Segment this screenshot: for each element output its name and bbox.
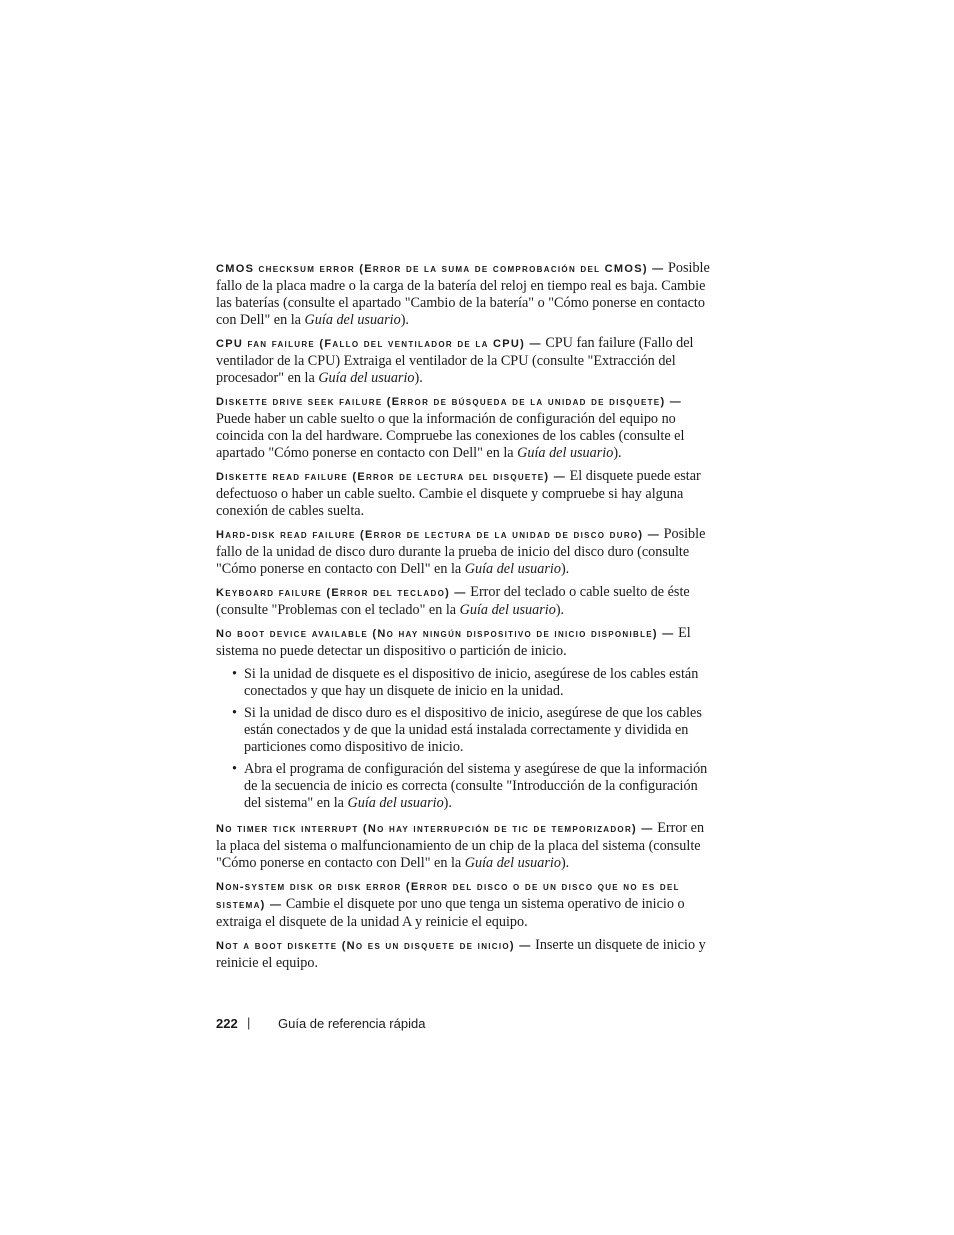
guide-reference: Guía del usuario bbox=[459, 602, 556, 618]
error-description: Error del teclado o cable suelto de éste (consulte "Problemas con el teclado" en la bbox=[216, 584, 690, 618]
error-entry-diskette-seek bbox=[216, 393, 714, 462]
bullet-icon: • bbox=[232, 666, 237, 682]
error-description: Inserte un disquete de inicio y reinicie el equipo. bbox=[216, 937, 706, 971]
closing-punctuation: ). bbox=[613, 445, 622, 461]
guide-reference: Guía del usuario bbox=[347, 795, 444, 811]
list-item-text: Abra el programa de configuración del sistema y asegúrese de que la información de la secuencia de inicio es correcta (consulte "Introducción de la configuración del sistema" en la bbox=[244, 761, 708, 811]
closing-punctuation: ). bbox=[560, 855, 570, 871]
page-content bbox=[216, 260, 714, 978]
error-description: El disquete puede estar defectuoso o haber un cable suelto. Cambie el disquete y compruebe si hay alguna conexión de cables suelta. bbox=[216, 468, 701, 519]
list-item bbox=[232, 705, 714, 756]
guide-reference: Guía del usuario bbox=[517, 445, 614, 461]
error-entry-no-timer-tick bbox=[216, 820, 714, 872]
error-heading: Non-system disk or disk error (Error del disco o de un disco que no es del sistema) — bbox=[216, 881, 680, 911]
error-entry-cmos-checksum bbox=[216, 260, 714, 329]
document-title: Guía de referencia rápida bbox=[278, 1016, 426, 1031]
error-heading: CMOS checksum error (Error de la suma de comprobación del CMOS) — bbox=[216, 263, 665, 275]
page-number: 222 bbox=[216, 1016, 238, 1031]
error-description: Puede haber un cable suelto o que la información de configuración del equipo no coincida con la del hardware. Compruebe las conexiones de los cables (consulte el apartado "Cómo ponerse en contacto con Dell" en la bbox=[216, 411, 685, 461]
error-heading: No boot device available (No hay ningún dispositivo de inicio disponible) — bbox=[216, 628, 675, 640]
error-description: Cambie el disquete por uno que tenga un sistema operativo de inicio o extraiga el disquete de la unidad A y reinicie el equipo. bbox=[216, 896, 685, 930]
error-entry-non-system-disk bbox=[216, 878, 714, 931]
bullet-icon: • bbox=[232, 705, 237, 721]
error-entry-cpu-fan bbox=[216, 335, 714, 387]
closing-punctuation: ). bbox=[443, 795, 452, 811]
error-description: CPU fan failure (Fallo del ventilador de la CPU) Extraiga el ventilador de la CPU (consulte "Extracción del procesador" en la bbox=[216, 335, 694, 386]
error-description: Error en la placa del sistema o malfuncionamiento de un chip de la placa del sistema (consulte "Cómo ponerse en contacto con Dell" en la bbox=[216, 820, 705, 871]
error-description: Posible fallo de la placa madre o la carga de la batería del reloj en tiempo real es baja. Cambie las baterías (consulte el apartado "Cambio de la batería" o "Cómo ponerse en contacto con Dell" en la bbox=[216, 260, 710, 328]
error-entry-not-boot-diskette bbox=[216, 937, 714, 972]
list-item bbox=[232, 666, 714, 700]
error-heading: Diskette read failure (Error de lectura del disquete) — bbox=[216, 471, 567, 483]
guide-reference: Guía del usuario bbox=[318, 370, 415, 386]
list-item bbox=[232, 761, 714, 812]
boot-device-bullet-list bbox=[216, 666, 714, 812]
error-description: Posible fallo de la unidad de disco duro durante la prueba de inicio del disco duro (consulte "Cómo ponerse en contacto con Dell" en la bbox=[216, 526, 706, 577]
bullet-icon: • bbox=[232, 761, 237, 777]
guide-reference: Guía del usuario bbox=[304, 312, 401, 328]
closing-punctuation: ). bbox=[414, 370, 423, 386]
error-heading: Diskette drive seek failure (Error de búsqueda de la unidad de disquete) — bbox=[216, 396, 683, 408]
error-heading: Hard-disk read failure (Error de lectura de la unidad de disco duro) — bbox=[216, 529, 661, 541]
list-item-text: Si la unidad de disco duro es el dispositivo de inicio, asegúrese de que los cables están conectados y de que la unidad está instalada correctamente y dividida en particiones como dispositivo de inicio. bbox=[244, 705, 702, 755]
footer-separator: | bbox=[247, 1015, 251, 1030]
error-entry-no-boot-device bbox=[216, 625, 714, 660]
error-heading: Not a boot diskette (No es un disquete de inicio) — bbox=[216, 940, 532, 952]
error-heading: No timer tick interrupt (No hay interrupción de tic de temporizador) — bbox=[216, 823, 654, 835]
closing-punctuation: ). bbox=[400, 312, 409, 328]
error-entry-keyboard bbox=[216, 584, 714, 619]
closing-punctuation: ). bbox=[555, 602, 565, 618]
error-entry-hard-disk-read bbox=[216, 526, 714, 578]
error-heading: Keyboard failure (Error del teclado) — bbox=[216, 587, 467, 599]
list-item-text: Si la unidad de disquete es el dispositivo de inicio, asegúrese de los cables están conectados y que hay un disquete de inicio en la unidad. bbox=[244, 666, 699, 699]
error-description: El sistema no puede detectar un dispositivo o partición de inicio. bbox=[216, 625, 691, 659]
error-entry-diskette-read bbox=[216, 468, 714, 520]
guide-reference: Guía del usuario bbox=[464, 855, 561, 871]
closing-punctuation: ). bbox=[560, 561, 570, 577]
error-heading: CPU fan failure (Fallo del ventilador de la CPU) — bbox=[216, 338, 542, 350]
guide-reference: Guía del usuario bbox=[464, 561, 561, 577]
